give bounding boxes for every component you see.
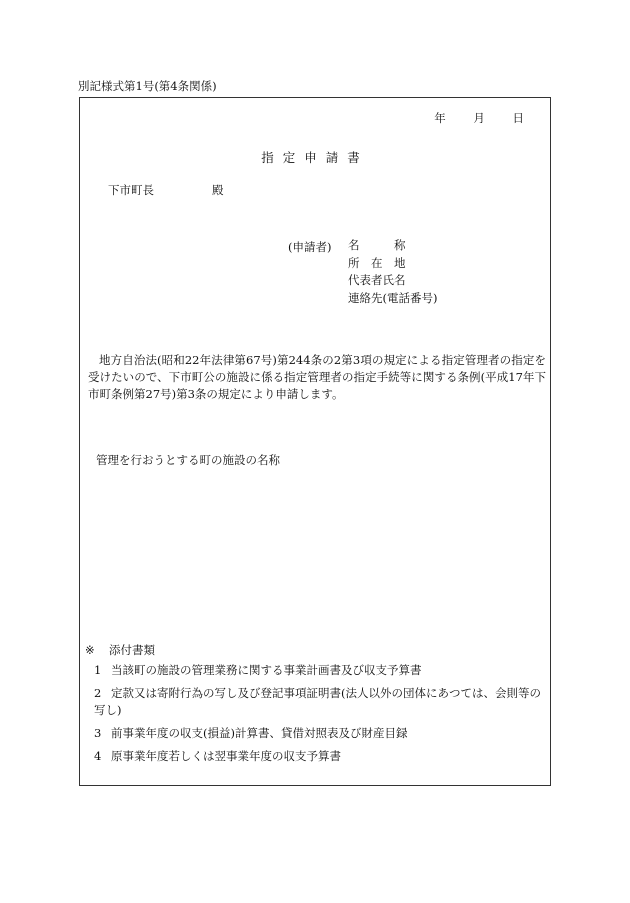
- applicant-fields: [348, 239, 437, 309]
- list-item: [94, 725, 550, 742]
- attachment-text: 前事業年度の収支(損益)計算書、貸借対照表及び財産目録: [111, 726, 408, 740]
- attachment-number: 4: [94, 749, 102, 763]
- list-item: [94, 662, 550, 679]
- applicant-label: (申請者): [288, 240, 332, 254]
- date-month-label: 月: [473, 111, 485, 125]
- facility-name-label: 管理を行おうとする町の施設の名称: [96, 453, 280, 467]
- attachment-text: 当該町の施設の管理業務に関する事業計画書及び収支予算書: [111, 663, 422, 677]
- date-day-label: 日: [512, 111, 524, 125]
- application-statement: 地方自治法(昭和22年法律第67号)第244条の2第3項の規定による指定管理者の指定を受けたいので、下市町公の施設に係る指定管理者の指定手続等に関する条例(平成17年下市町条例第27号)第3条の規定により申請します。: [88, 353, 546, 401]
- application-form-frame: [79, 97, 551, 786]
- addressee-honorific: 殿: [212, 183, 224, 197]
- attachment-text: 定款又は寄附行為の写し及び登記事項証明書(法人以外の団体にあつては、会則等の写し): [94, 686, 541, 717]
- addressee-name: 下市町長: [108, 183, 154, 197]
- applicant-field-contact: 連絡先(電話番号): [348, 290, 438, 305]
- reference-mark: ※: [85, 643, 95, 657]
- attachments-heading: [85, 642, 155, 658]
- attachment-number: 1: [94, 663, 102, 677]
- applicant-field-representative: 代表者氏名: [348, 273, 406, 287]
- attachment-number: 3: [94, 726, 102, 740]
- date-year-label: 年: [434, 111, 446, 125]
- attachments-heading-text: 添付書類: [109, 643, 155, 657]
- attachment-text: 原事業年度若しくは翌事業年度の収支予算書: [111, 749, 341, 763]
- date-line: [434, 110, 524, 126]
- list-item: [94, 748, 550, 765]
- applicant-field-name: 名 称: [348, 238, 406, 252]
- attachments-list: [94, 662, 550, 771]
- form-number-label: 別記様式第1号(第4条関係): [78, 79, 217, 93]
- attachment-number: 2: [94, 686, 102, 700]
- applicant-field-address: 所 在 地: [348, 255, 406, 270]
- document-title: 指定申請書: [261, 150, 369, 165]
- addressee: [108, 182, 224, 198]
- list-item: [94, 685, 550, 719]
